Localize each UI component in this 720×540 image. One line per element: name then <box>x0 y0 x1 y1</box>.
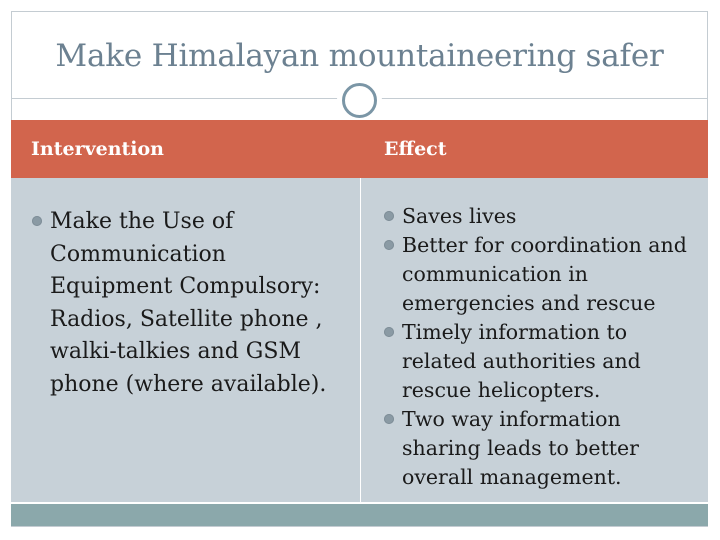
header-effect: Effect <box>384 138 447 160</box>
effect-list <box>376 202 701 492</box>
slide-title: Make Himalayan mountaineering safer <box>55 38 664 74</box>
intervention-list <box>24 206 350 401</box>
emblem-ring <box>342 83 377 118</box>
table-header <box>11 120 708 178</box>
effect-column <box>376 178 701 492</box>
table-body <box>11 178 708 502</box>
intervention-effect-table <box>11 120 708 502</box>
list-item: Timely information to related authorities and rescue helicopters. <box>376 318 701 405</box>
footer-bar <box>11 504 708 526</box>
list-item: Make the Use of Communication Equipment Compulsory: Radios, Satellite phone , walki-talkies and GSM phone (where available). <box>24 206 350 401</box>
header-intervention: Intervention <box>31 138 164 160</box>
list-item: Better for coordination and communication in emergencies and rescue <box>376 231 701 318</box>
list-item: Two way information sharing leads to better overall management. <box>376 405 701 492</box>
column-divider <box>360 178 361 502</box>
list-item: Saves lives <box>376 202 701 231</box>
intervention-column <box>24 178 350 401</box>
circle-emblem-icon <box>337 78 382 123</box>
